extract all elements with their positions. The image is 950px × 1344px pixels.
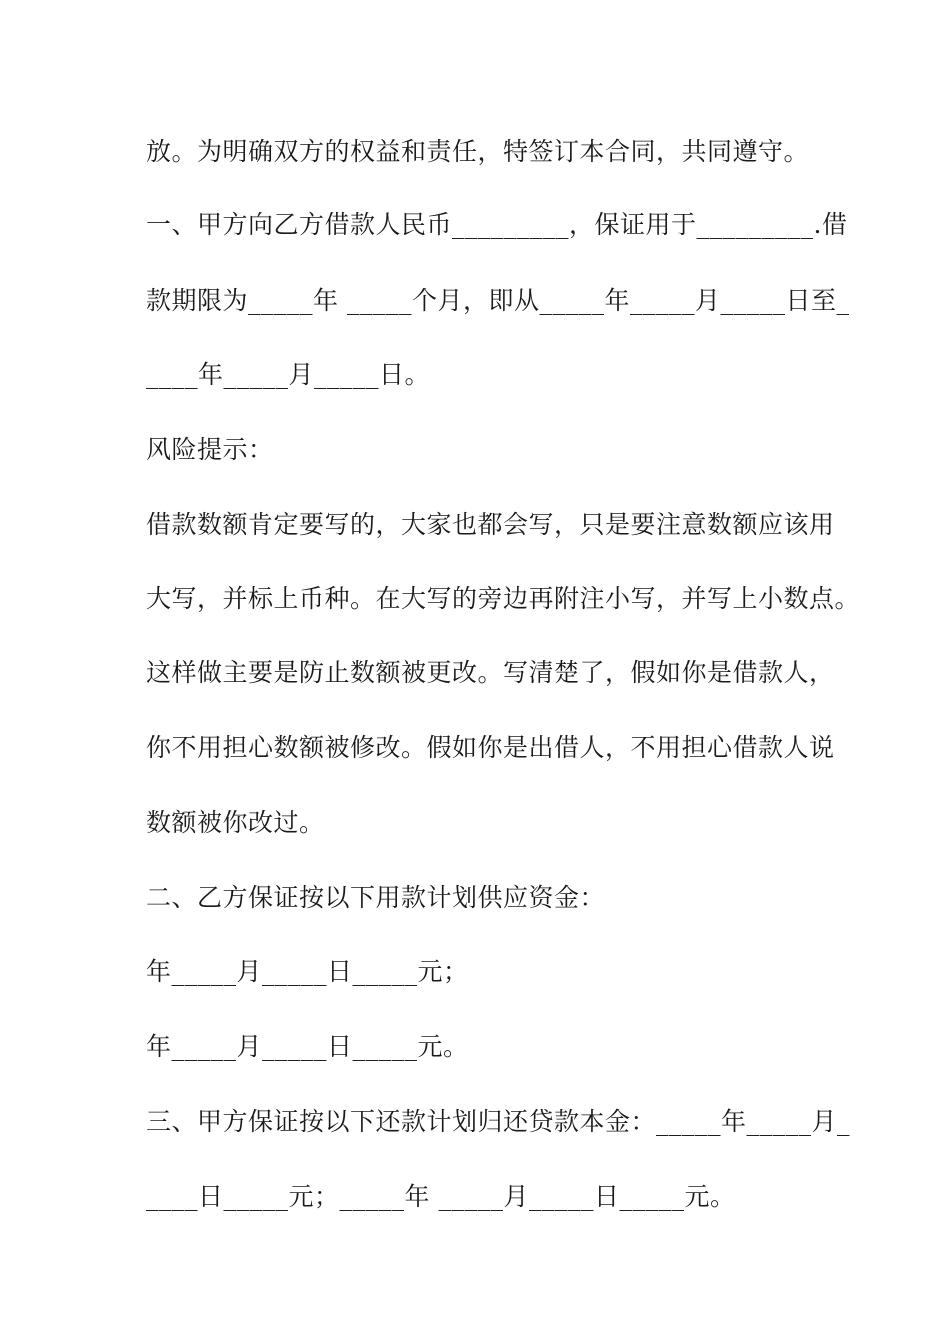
text-line: 三、甲方保证按以下还款计划归还贷款本金：_____年_____月_	[146, 1107, 851, 1136]
text-line: 年_____月_____日_____元；	[146, 957, 469, 986]
text-line: ____日_____元；_____年 _____月_____日_____元。	[146, 1182, 736, 1211]
text-line: 这样做主要是防止数额被更改。写清楚了，假如你是借款人，	[146, 658, 835, 687]
text-line: 年_____月_____日_____元。	[146, 1032, 469, 1061]
text-line: 数额被你改过。	[146, 808, 325, 837]
text-line: 借款数额肯定要写的，大家也都会写，只是要注意数额应该用	[146, 510, 835, 539]
text-line: 你不用担心数额被修改。假如你是出借人，不用担心借款人说	[146, 733, 835, 762]
text-line: 大写，并标上币种。在大写的旁边再附注小写，并写上小数点。	[146, 584, 861, 613]
text-line: 二、乙方保证按以下用款计划供应资金：	[146, 883, 606, 912]
text-line: 放。为明确双方的权益和责任，特签订本合同，共同遵守。	[146, 137, 810, 166]
section-heading: 风险提示：	[146, 435, 274, 464]
text-line: 一、甲方向乙方借款人民币_________，保证用于_________.借	[146, 210, 848, 239]
text-line: ____年_____月_____日。	[146, 360, 431, 389]
text-line: 款期限为_____年 _____个月，即从_____年_____月_____日至_	[146, 286, 850, 315]
